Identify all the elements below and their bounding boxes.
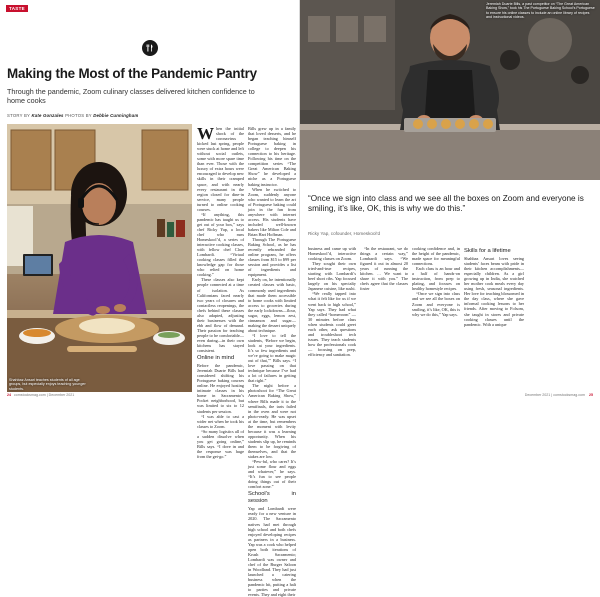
paragraph: “Once we sign into class and we see all the boxes on Zoom and everyone is smiling, it’s like, OK, this is why we do this,” Yap says.: [412, 291, 460, 317]
pull-quote: “Once we sign into class and we see all the boxes on Zoom and everyone is smiling, it’s like, OK, this is why we do this.”: [308, 194, 584, 214]
article-headline: Making the Most of the Pandemic Pantry: [7, 66, 257, 81]
right-page-column-3: [464, 246, 524, 394]
paragraph: “I was able to cast a wider net when he took his classes to Zoom.: [197, 413, 244, 429]
fork-knife-icon: [142, 40, 158, 56]
byline-author: Kate Gonzales: [31, 113, 64, 118]
byline: [7, 113, 138, 118]
paragraph: “If anything, this pandemic has taught us to get out of your box,” says chef Ricky Yap, a local chef who runs Homeskool’d, a series of interactive cooking classes, with fellow chef Clare Lombardi. “Virtual cooking classes filled the knowledge gap for those who relied on home cooking.”: [197, 211, 244, 278]
paragraph: cooking confidence and, in the height of the pandemic, made space for meaningful connections.: [412, 246, 460, 267]
right-page: [300, 0, 600, 401]
article-deck: Through the pandemic, Zoom culinary classes delivered kitchen confidence to home cooks: [7, 87, 255, 105]
footer-site: comstocksmag.com | December 2021: [14, 393, 75, 397]
paragraph: hen the initial shock of the coronavirus kicked last spring, people were stuck at home and left without social outlets, some with more spare time than ever. Those with the luxury of extra hours were encouraged to develop new skills in their cramped space, and with nearly every restaurant in the region closed for dine-in service, many people turned to online cooking courses.: [197, 126, 244, 212]
paragraph: business and came up with Homeskool’d, interactive cooking classes on Zoom.: [308, 246, 356, 262]
dropcap-paragraph: [197, 126, 244, 212]
byline-photographer: Debbie Cunningham: [93, 113, 139, 118]
paragraph: When he switched to Zoom, suddenly anyone who wanted to learn the art of Portuguese baking could join in the fun from anywhere with internet access. His students have included well-known bakers like Milton Cole and Brian Hart Hoffman.: [248, 186, 296, 237]
subhead-skills-for-a-lifetime: Skills for a lifetime: [464, 248, 511, 254]
main-photo-caption: Shahbaz Ansari teaches students of all age groups, but especially enjoys teaching younger students.: [9, 377, 86, 391]
subhead-online-in-mind: Online in mind: [197, 355, 235, 362]
right-page-column-1b: [360, 246, 408, 394]
left-page-column-1: [197, 124, 244, 459]
paragraph: They sought their own tried-and-true recipes, starting with Lombardi’s beef short ribs. Yap focused largely on his specialty Japanese cuisine, like sushi.: [308, 261, 356, 292]
left-page-column-2: [248, 126, 296, 597]
page-number: 24: [7, 393, 11, 397]
section-tag: TASTE: [6, 5, 28, 12]
subhead-schools-in-session: School’s in session: [248, 491, 296, 505]
pull-quote-attribution: Ricky Yap, cofounder, Homeskool’d: [308, 231, 381, 236]
paragraph: Bills grew up in a family that loved desserts, and he began teaching himself Portuguese baking in college to deepen his connection to his heritage. Following his time on the competition series “The Great American Baking Show” he developed a niche as a Portuguese baking instructor.: [248, 126, 296, 187]
paragraph: These classes also kept people connected at a time of isolation. As Californians faced nearly two years of closures and contactless reopenings, the chefs behind these classes also adapted, adjusting their businesses with the ebb and flow of demand. Their passion for teaching people to be comfortable—even daring—in their own kitchens has stayed consistent.: [197, 277, 244, 354]
paragraph: The night before a photoshoot for “The Great American Baking Show,” where Bills made it to the semifinals, the tarts failed in the oven and were not photo-ready. He was upset at the time, but remembers the moment with levity because it was a learning opportunity. When his students slip up, he reminds them to be forgiving of themselves, and that the stakes are low.: [248, 383, 296, 460]
chef-photo-caption: Jeremiah Duarte Bills, a past competitor on “The Great American Baking Show,” took his The Portuguese Baking School’s Portuguese to ensure his online classes to include an online library of recipes and instructional videos.: [486, 2, 595, 20]
paragraph: “I love to tell the students, ‘Before we begin, look at your ingredients. It’s so few ingredients and we’re going to make magic out of that,’” Bills says. “I love passing on that technique because I’ve had a lot of failures in getting that right.”: [248, 332, 296, 384]
main-photo: [7, 124, 192, 392]
paragraph: Through The Portuguese Baking School, as he has recently rebranded the online program, he offers classes from $15 to $99 per session and provides a list of ingredients and equipment.: [248, 237, 296, 278]
page-number: 25: [589, 393, 593, 397]
paragraph: Before the pandemic, Jeremiah Duarte Bills had considered shifting his Portuguese baking courses online. He enjoyed hosting intimate classes in his home in Sacramento’s Pocket neighborhood, but was limited to six to 12 students per session.: [197, 363, 244, 414]
paragraph: Yap and Lombardi were ready for a new venture in 2020. The Sacramento natives had met through high school and both chefs enjoyed developing recipes as partners in a business. Yap was a cook who helped open both iterations of Krush Sacramento; Lombardi was owner and chef of the Burger Saloon in Woodland. They had just launched a catering business when the pandemic hit, putting a halt to parties and private events. They and eight their: [248, 506, 296, 597]
left-page-footer: [7, 393, 74, 397]
paragraph: Early on, he intentionally created classes with basic, commonly used ingredients that made them accessible to home cooks with limited access to groceries during the early lockdowns—flour, sugar, eggs, lemon zest, cinnamon and sugar—making the dessert uniquely about technique.: [248, 277, 296, 333]
dropcap: W: [197, 124, 214, 143]
right-page-footer: [525, 393, 593, 397]
byline-story-label: STORY BY: [7, 113, 31, 118]
paragraph: Shahbaz Ansari loves seeing students’ faces beam with pride in their kitchen accomplishments—especially children. As a girl growing up in India, she watched her mother cook meals every day using fresh, seasonal ingredients. Her love for teaching blossomed in the day class, where she gave informal cooking lessons to her friends. After moving to Folsom, she taught in stores and private cooking classes until the pandemic. With a unique: [464, 256, 524, 327]
paragraph: “So many logistics all of a sudden dissolve when you get going online,” Bills says. “I dove in and the response was huge from the get-go.”: [197, 428, 244, 459]
paragraph: Each class is an hour and a half of hands-on instruction, from prep to plating, and focuses on healthy homestyle recipes.: [412, 266, 460, 292]
byline-photos-label: PHOTOS BY: [65, 113, 92, 118]
chef-photo: [300, 0, 600, 180]
right-page-column-1a: [308, 246, 356, 394]
paragraph: “We really tapped into what it felt like for us if we went back to high school,” Yap says. They had what they called “homeroom” — 30 minutes before class when students could greet each other, ask questions and troubleshoot tech issues. They teach students how the professionals cook — focusing on prep, efficiency and sanitation.: [308, 291, 356, 357]
right-page-column-2: [412, 246, 460, 394]
paragraph: “Pew-ful, who cares? It’s just some flour and eggs and whatever,” he says. “It’s fun to see people doing things out of their comfort zone.”: [248, 459, 296, 490]
paragraph: “In the restaurant, we do things a certain way,” Lombardi says. “We figured it out in almost 20 years of running the kitchen. … We want to share it with you.” The chefs agree that the classes foster: [360, 246, 408, 292]
footer-site: December 2021 | comstocksmag.com: [524, 393, 585, 397]
